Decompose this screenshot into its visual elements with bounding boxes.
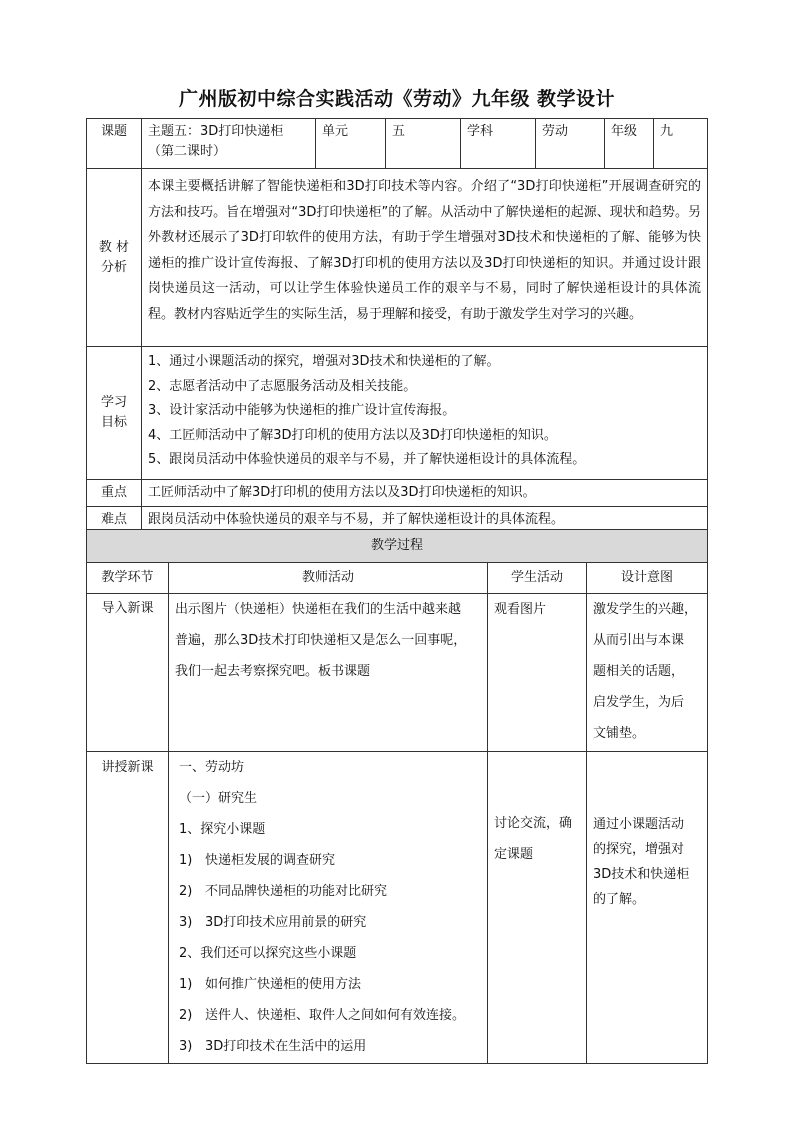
text-line: 出示图片（快递柜）快递柜在我们的生活中越来越 xyxy=(175,602,462,617)
text-line: 观看图片 xyxy=(494,602,547,617)
info-table xyxy=(86,118,708,534)
text-line: 激发学生的兴趣， xyxy=(593,602,698,617)
difficulty-text: 跟岗员活动中体验快递员的艰辛与不易，并了解快递柜设计的具体流程。 xyxy=(142,507,708,534)
subject-label: 学科 xyxy=(461,119,536,169)
analysis-label: 教 材 分析 xyxy=(87,169,142,347)
text-line: 的探究，增强对 xyxy=(593,842,685,857)
analysis-text: 本课主要概括讲解了智能快递柜和3D打印技术等内容。介绍了“3D打印快递柜”开展调查研究的方法和技巧。旨在增强对“3D打印快递柜”的了解。从活动中了解快递柜的起源、现状和趋势。另外教材还展示了3D打印软件的使用方法，有助于学生增强对3D技术和快递柜的了解、能够为快递柜的推广设计宣传海报、了解3D打印机的使用方法以及3D打印快递柜的知识。并通过设计跟岗快递员这一活动，可以让学生体验快递员工作的艰辛与不易，同时了解快递柜设计的具体流程。教材内容贴近学生的实际生活，易于理解和接受，有助于激发学生对学习的兴趣。 xyxy=(142,169,708,347)
text-line: 讨论交流，确 xyxy=(494,816,573,831)
col-header-intent: 设计意图 xyxy=(587,563,708,594)
text-line: 题相关的话题， xyxy=(593,664,685,679)
text-line: 的了解。 xyxy=(593,892,646,907)
numbered-item: 2) 送件人、快递柜、取件人之间如何有效连接。 xyxy=(179,1008,466,1023)
numbered-item: 2) 不同品牌快递柜的功能对比研究 xyxy=(179,884,388,899)
student-cell xyxy=(488,752,587,1064)
col-header-stage: 教学环节 xyxy=(87,563,169,594)
text-line: 1、探究小课题 xyxy=(179,822,266,837)
numbered-item: 3) 3D打印技术应用前景的研究 xyxy=(179,915,367,930)
numbered-item: 1) 如何推广快递柜的使用方法 xyxy=(179,977,362,992)
goal-item: 1、通过小课题活动的探究，增强对3D技术和快递柜的了解。 xyxy=(148,354,500,369)
teacher-cell xyxy=(169,594,488,752)
text-line: 一、劳动坊 xyxy=(179,760,245,775)
unit-label: 单元 xyxy=(316,119,386,169)
grade-label: 年级 xyxy=(605,119,654,169)
stage-cell: 导入新课 xyxy=(87,594,169,752)
teacher-cell xyxy=(169,752,488,1064)
student-cell xyxy=(488,594,587,752)
text-line: 3D技术和快递柜 xyxy=(593,867,690,882)
process-table xyxy=(86,529,708,1064)
page-title: 广州版初中综合实践活动《劳动》九年级 教学设计 xyxy=(178,88,616,110)
unit-value: 五 xyxy=(386,119,461,169)
topic-label: 课题 xyxy=(87,119,142,169)
text-line: 2、我们还可以探究这些小课题 xyxy=(179,946,357,961)
goal-item: 3、设计家活动中能够为快递柜的推广设计宣传海报。 xyxy=(148,403,456,418)
text-line: 通过小课题活动 xyxy=(593,817,685,832)
intent-cell xyxy=(587,752,708,1064)
text-line: （一）研究生 xyxy=(179,791,258,806)
table-row xyxy=(87,752,708,1064)
goal-item: 2、志愿者活动中了志愿服务活动及相关技能。 xyxy=(148,378,417,394)
text-line: 定课题 xyxy=(494,847,534,862)
difficulty-label: 难点 xyxy=(87,507,142,534)
text-line: 普遍，那么3D技术打印快递柜又是怎么一回事呢， xyxy=(175,633,467,648)
col-header-teacher: 教师活动 xyxy=(169,563,488,594)
intent-cell xyxy=(587,594,708,752)
topic-value: 主题五：3D打印快递柜（第二课时） xyxy=(142,119,316,169)
stage-cell: 讲授新课 xyxy=(87,752,169,1064)
process-heading: 教学过程 xyxy=(87,530,708,563)
col-header-student: 学生活动 xyxy=(488,563,587,594)
subject-value: 劳动 xyxy=(536,119,605,169)
numbered-item: 3) 3D打印技术在生活中的运用 xyxy=(179,1039,367,1054)
goal-item: 5、跟岗员活动中体验快递员的艰辛与不易，并了解快递柜设计的具体流程。 xyxy=(148,452,586,467)
goal-item: 4、工匠师活动中了解3D打印机的使用方法以及3D打印快递柜的知识。 xyxy=(148,427,557,443)
text-line: 我们一起去考察探究吧。板书课题 xyxy=(175,664,371,679)
goals-label: 学习 目标 xyxy=(87,347,142,480)
key-point-text: 工匠师活动中了解3D打印机的使用方法以及3D打印快递柜的知识。 xyxy=(142,480,708,507)
goals-list xyxy=(142,347,708,480)
grade-value: 九 xyxy=(654,119,708,169)
text-line: 从而引出与本课 xyxy=(593,633,685,648)
key-point-label: 重点 xyxy=(87,480,142,507)
numbered-item: 1) 快递柜发展的调查研究 xyxy=(179,853,336,868)
text-line: 启发学生，为后 xyxy=(593,695,685,710)
text-line: 文铺垫。 xyxy=(593,726,646,741)
table-row xyxy=(87,594,708,752)
